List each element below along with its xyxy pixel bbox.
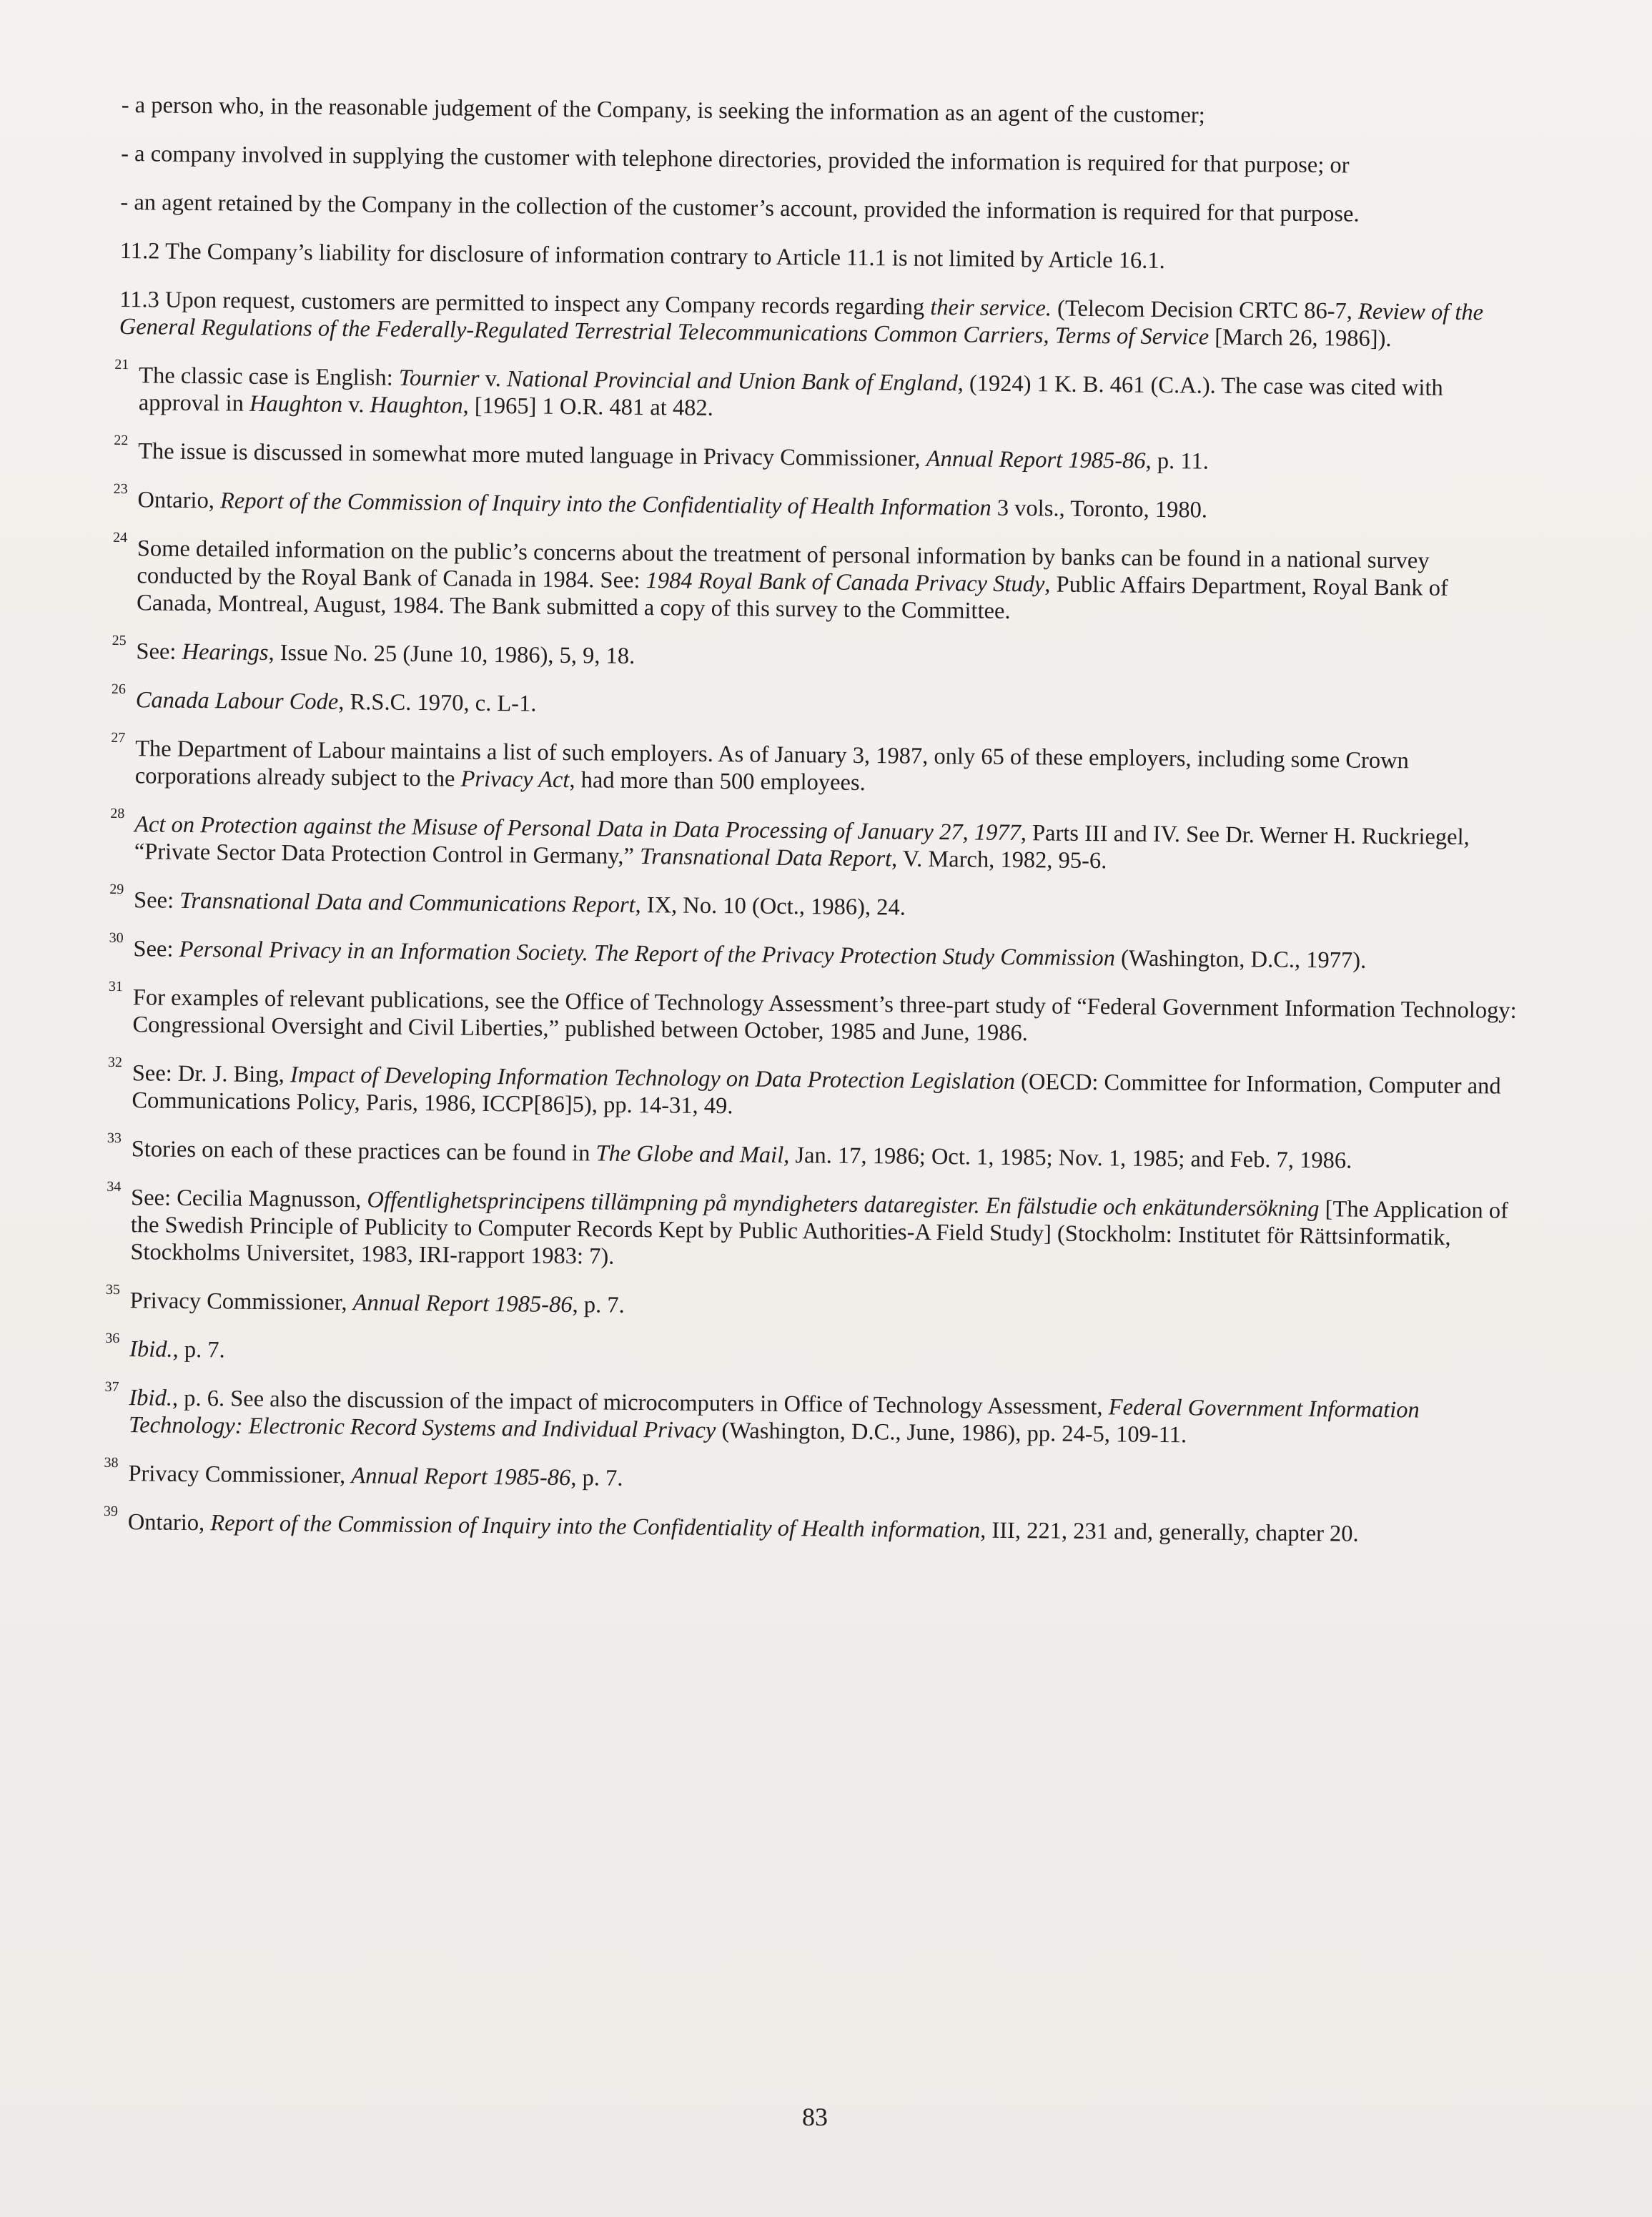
- italic-citation: their service.: [930, 294, 1052, 322]
- italic-citation: Offentlighetsprincipens tillämpning på myndigheters dataregister. En fälstudie och enkätundersökning: [367, 1187, 1320, 1223]
- paragraph-text: [119, 287, 1484, 352]
- text-run: 11.2 The Company’s liability for disclosure of information contrary to Article 11.1 is not limited by Article 16.1.: [119, 237, 1165, 275]
- italic-citation: Transnational Data Report: [639, 844, 892, 872]
- page-number: 83: [802, 2103, 828, 2131]
- footnote-number: 24: [112, 529, 128, 546]
- footnote-text: [129, 1335, 1515, 1376]
- text-run: - a company involved in supplying the customer with telephone directories, provided the information is required for that purpose; or: [120, 140, 1350, 179]
- footnote-number: 26: [111, 681, 127, 698]
- footnote-33: [107, 1130, 1517, 1176]
- footnote-26: [111, 681, 1521, 727]
- text-run: Privacy Commissioner,: [129, 1288, 353, 1316]
- text-run: , p. 6. See also the discussion of the impact of microcomputers in Office of Technology Assessment,: [172, 1385, 1109, 1421]
- footnote-text: [133, 935, 1518, 976]
- italic-citation: Annual Report 1985-86: [352, 1290, 573, 1318]
- italic-citation: Tournier: [398, 365, 480, 392]
- footnote-number: 32: [107, 1054, 123, 1071]
- text-run: , p. 11.: [1145, 448, 1209, 475]
- footnote-number: 28: [110, 805, 125, 822]
- italic-citation: Privacy Act: [460, 766, 570, 794]
- tariff-paragraph: [120, 189, 1525, 229]
- italic-citation: Canada Labour Code: [135, 687, 339, 715]
- italic-citation: Impact of Developing Information Technology on Data Protection Legislation: [290, 1062, 1016, 1095]
- text-run: , (1924) 1 K. B. 461 (C.A.). The case was cited with approval in: [138, 370, 1443, 417]
- footnote-number: 34: [107, 1178, 122, 1195]
- text-run: , p. 7.: [172, 1336, 225, 1363]
- footnote-22: [114, 432, 1523, 478]
- footnote-text: [128, 1509, 1513, 1549]
- footnote-number: 35: [105, 1281, 121, 1298]
- italic-citation: Report of the Commission of Inquiry into the Confidentiality of Health Information: [219, 488, 991, 521]
- text-run: , III, 221, 231 and, generally, chapter 20.: [980, 1517, 1359, 1547]
- footnote-text: [132, 1135, 1517, 1176]
- footnote-24: [112, 529, 1523, 630]
- text-run: For examples of relevant publications, see the Office of Technology Assessment’s three-part study of “Federal Government Information Technology: Congressional Oversight and Civil Liberties,” published between October, 1985 and June, 1986.: [132, 984, 1517, 1047]
- italic-citation: The Globe and Mail: [595, 1140, 784, 1168]
- text-run: - an agent retained by the Company in the collection of the customer’s account, provided the information is required for that purpose.: [120, 189, 1360, 227]
- footnote-number: 38: [104, 1454, 119, 1471]
- footnote-number: 30: [109, 929, 124, 947]
- text-run: , Jan. 17, 1986; Oct. 1, 1985; Nov. 1, 1985; and Feb. 7, 1986.: [783, 1142, 1352, 1174]
- text-run: The Department of Labour maintains a list of such employers. As of January 3, 1987, only 65 of these employers, including some Crown corporations already subject to the: [134, 736, 1410, 792]
- tariff-paragraph: [121, 140, 1526, 181]
- italic-citation: 1984 Royal Bank of Canada Privacy Study: [646, 568, 1045, 598]
- footnote-text: [137, 535, 1523, 630]
- footnote-34: [107, 1178, 1516, 1279]
- italic-citation: Ibid.: [129, 1336, 173, 1363]
- italic-citation: Act on Protection against the Misuse of Personal Data in Data Processing of January 27, 1977: [134, 811, 1021, 846]
- text-run: See:: [133, 936, 179, 962]
- text-run: , V. March, 1982, 95-6.: [891, 846, 1107, 874]
- footnote-text: [128, 1460, 1513, 1501]
- text-run: (Telecom Decision CRTC 86-7,: [1051, 295, 1359, 325]
- footnote-number: 31: [108, 978, 124, 995]
- text-run: [The Application of the Swedish Principle of Publicity to Computer Records Kept by Public Authorities-A Field Study] (Stockholm: Institutet för Rättsinformatik, Stockholms Universitet, 1983, IRI-rapport 1983: 7).: [130, 1196, 1509, 1270]
- text-run: See: Dr. J. Bing,: [132, 1060, 291, 1088]
- text-run: (Washington, D.C., June, 1986), pp. 24-5, 109-11.: [716, 1418, 1187, 1448]
- footnote-number: 27: [111, 729, 126, 746]
- footnote-number: 36: [105, 1330, 120, 1347]
- text-run: , Parts III and IV. See Dr. Werner H. Ruckriegel, “Private Sector Data Protection Control in Germany,”: [134, 820, 1470, 870]
- italic-citation: Personal Privacy in an Information Society. The Report of the Privacy Protection Study Commission: [179, 936, 1116, 972]
- footnote-text: [138, 438, 1523, 478]
- footnote-number: 22: [114, 432, 129, 449]
- footnote-38: [104, 1454, 1513, 1501]
- footnote-text: [130, 1287, 1515, 1328]
- footnote-text: [134, 887, 1519, 927]
- footnote-text: [136, 638, 1521, 678]
- text-run: [March 26, 1986]).: [1208, 324, 1392, 352]
- footnote-29: [109, 881, 1519, 927]
- footnote-text: [135, 735, 1521, 803]
- text-run: See:: [136, 638, 182, 665]
- footnote-text: [136, 686, 1521, 727]
- italic-citation: National Provincial and Union Bank of England: [506, 366, 958, 397]
- italic-citation: Annual Report 1985-86: [926, 445, 1146, 474]
- italic-citation: Report of the Commission of Inquiry into the Confidentiality of Health information: [210, 1510, 981, 1544]
- italic-citation: Review of the General Regulations of the Federally-Regulated Terrestrial Telecommunications Common Carriers, Terms of Service: [119, 298, 1484, 350]
- text-run: , Public Affairs Department, Royal Bank of Canada, Montreal, August, 1984. The Bank submitted a copy of this survey to the Committee.: [136, 571, 1448, 624]
- footnote-number: 37: [104, 1378, 119, 1396]
- footnote-35: [105, 1281, 1515, 1328]
- tariff-paragraph: [120, 237, 1525, 278]
- paragraph-text: [121, 141, 1350, 178]
- text-run: (Washington, D.C., 1977).: [1114, 945, 1367, 974]
- text-run: The classic case is English:: [139, 362, 400, 391]
- footnote-text: [129, 1384, 1515, 1452]
- text-run: 3 vols., Toronto, 1980.: [991, 495, 1208, 523]
- italic-citation: Federal Government Information Technology: Electronic Record Systems and Individual Privacy: [128, 1394, 1420, 1444]
- footnote-21: [114, 356, 1525, 430]
- text-run: v.: [479, 365, 508, 392]
- footnote-number: 25: [112, 632, 127, 649]
- footnote-number: 21: [114, 356, 129, 373]
- text-run: See: Cecilia Magnusson,: [130, 1185, 367, 1213]
- footnote-27: [111, 729, 1521, 803]
- text-run: v.: [342, 391, 370, 418]
- footnote-31: [108, 978, 1518, 1052]
- footnote-37: [104, 1378, 1515, 1452]
- text-run: , Issue No. 25 (June 10, 1986), 5, 9, 18.: [268, 640, 635, 669]
- text-run: , had more than 500 employees.: [569, 767, 866, 796]
- footnote-number: 33: [107, 1130, 122, 1147]
- footnote-text: [132, 984, 1518, 1052]
- footnote-39: [103, 1503, 1513, 1549]
- text-run: , IX, No. 10 (Oct., 1986), 24.: [635, 892, 906, 921]
- text-run: Privacy Commissioner,: [128, 1461, 352, 1489]
- footnote-number: 39: [103, 1503, 119, 1520]
- text-run: - a person who, in the reasonable judgement of the Company, is seeking the information as an agent of the customer;: [121, 92, 1205, 129]
- footnote-23: [113, 480, 1523, 527]
- italic-citation: Haughton: [370, 392, 463, 419]
- footnote-25: [112, 632, 1521, 678]
- text-run: Ontario,: [127, 1509, 211, 1536]
- text-run: Stories on each of these practices can be found in: [131, 1136, 596, 1167]
- italic-citation: Hearings: [182, 638, 269, 666]
- paragraph-text: [120, 238, 1165, 274]
- footnote-number: 29: [109, 881, 124, 898]
- text-run: Ontario,: [137, 487, 221, 514]
- footnote-36: [105, 1330, 1515, 1376]
- tariff-paragraph: [119, 286, 1525, 354]
- footnote-text: [130, 1184, 1516, 1279]
- footnote-32: [107, 1054, 1518, 1127]
- footnotes-body: [103, 92, 1527, 1571]
- footnote-text: [137, 486, 1523, 527]
- footnote-text: [132, 1060, 1518, 1127]
- text-run: , [1965] 1 O.R. 481 at 482.: [463, 392, 713, 421]
- text-run: Some detailed information on the public’s concerns about the treatment of personal information by banks can be found in a national survey conducted by the Royal Bank of Canada in 1984. See:: [137, 535, 1430, 594]
- text-run: (OECD: Committee for Information, Computer and Communications Policy, Paris, 1986, ICCP[86]5), pp. 14-31, 49.: [132, 1069, 1501, 1120]
- text-run: , R.S.C. 1970, c. L-1.: [338, 688, 537, 717]
- footnote-text: [139, 362, 1525, 430]
- footnote-text: [134, 811, 1520, 879]
- italic-citation: Annual Report 1985-86: [351, 1463, 571, 1491]
- text-run: , p. 7.: [572, 1292, 625, 1318]
- footnote-number: 23: [113, 480, 128, 498]
- footnote-28: [110, 805, 1520, 879]
- paragraph-text: [120, 189, 1359, 227]
- tariff-paragraph: [122, 92, 1527, 132]
- italic-citation: Haughton: [249, 390, 343, 418]
- footnote-30: [109, 929, 1518, 976]
- italic-citation: Transnational Data and Communications Report: [179, 887, 635, 918]
- text-run: , p. 7.: [570, 1465, 623, 1491]
- italic-citation: Ibid.: [129, 1385, 173, 1411]
- text-run: 11.3 Upon request, customers are permitted to inspect any Company records regarding: [119, 286, 931, 320]
- paragraph-text: [122, 92, 1205, 129]
- text-run: The issue is discussed in somewhat more muted language in Privacy Commissioner,: [137, 438, 926, 472]
- text-run: See:: [133, 887, 180, 914]
